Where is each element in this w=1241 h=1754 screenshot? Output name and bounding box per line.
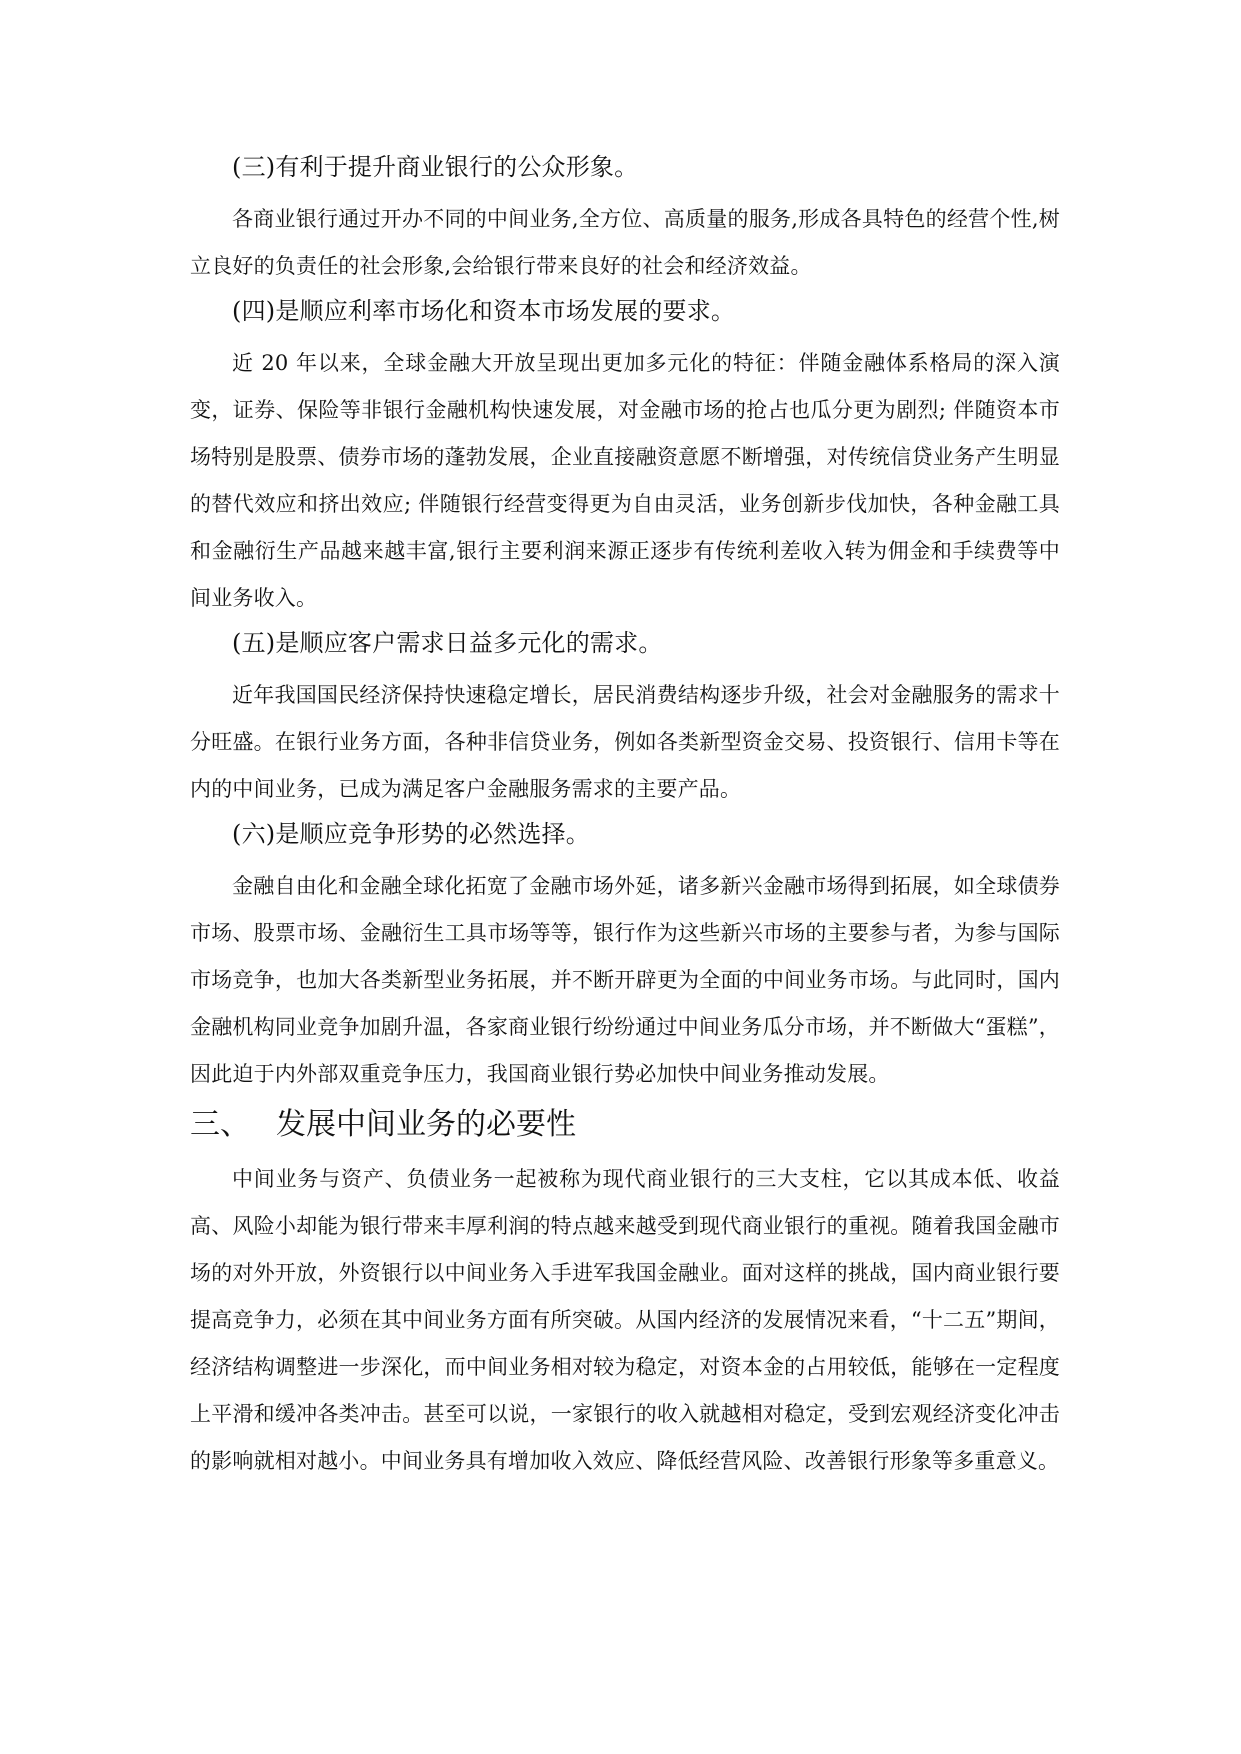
paragraph-customer-demand: 近年我国国民经济保持快速稳定增长，居民消费结构逐步升级，社会对金融服务的需求十分旺盛。在银行业务方面，各种非信贷业务，例如各类新型资金交易、投资银行、信用卡等在内的中间业务，已成为满足客户金融服务需求的主要产品。 <box>190 683 1060 801</box>
paragraph-competition: 金融自由化和金融全球化拓宽了金融市场外延，诸多新兴金融市场得到拓展，如全球债券市场、股票市场、金融衍生工具市场等等，银行作为这些新兴市场的主要参与者，为参与国际市场竞争，也加大各类新型业务拓展，并不断开辟更为全面的中间业务市场。与此同时，国内金融机构同业竞争加剧升温，各家商业银行纷纷通过中间业务瓜分市场，并不断做大“蛋糕”，因此迫于内外部双重竞争压力，我国商业银行势必加快中间业务推动发展。 <box>190 874 1060 1086</box>
paragraph-interest-rate-market: 近 20 年以来，全球金融大开放呈现出更加多元化的特征：伴随金融体系格局的深入演变，证券、保险等非银行金融机构快速发展，对金融市场的抢占也瓜分更为剧烈; 伴随资本市场特别是股票、债券市场的蓬勃发展，企业直接融资意愿不断增强，对传统信贷业务产生明显的替代效应和挤出效应; 伴随银行经营变得更为自由灵活，业务创新步伐加快，各种金融工具和金融衍生产品越来越丰富,银行主要利润来源正逐步有传统利差收入转为佣金和手续费等中间业务收入。 <box>190 351 1060 610</box>
subheading-3: (三)有利于提升商业银行的公众形象。 <box>232 153 639 181</box>
section-number: 三、 <box>190 1107 250 1142</box>
section-heading-3 <box>190 1104 1060 1146</box>
subheading-6: (六)是顺应竞争形势的必然选择。 <box>232 820 590 848</box>
paragraph-public-image: 各商业银行通过开办不同的中间业务,全方位、高质量的服务,形成各具特色的经营个性,树立良好的负责任的社会形象,会给银行带来良好的社会和经济效益。 <box>190 207 1060 278</box>
paragraph-necessity: 中间业务与资产、负债业务一起被称为现代商业银行的三大支柱，它以其成本低、收益高、风险小却能为银行带来丰厚利润的特点越来越受到现代商业银行的重视。随着我国金融市场的对外开放，外资银行以中间业务入手进军我国金融业。面对这样的挑战，国内商业银行要提高竞争力，必须在其中间业务方面有所突破。从国内经济的发展情况来看，“十二五”期间，经济结构调整进一步深化，而中间业务相对较为稳定，对资本金的占用较低，能够在一定程度上平滑和缓冲各类冲击。甚至可以说，一家银行的收入就越相对稳定，受到宏观经济变化冲击的影响就相对越小。中间业务具有增加收入效应、降低经营风险、改善银行形象等多重意义。 <box>190 1167 1060 1473</box>
subheading-5: (五)是顺应客户需求日益多元化的需求。 <box>232 629 663 657</box>
section-title: 发展中间业务的必要性 <box>276 1107 576 1142</box>
subheading-4: (四)是顺应利率市场化和资本市场发展的要求。 <box>232 297 736 325</box>
document-body <box>190 150 1060 1489</box>
